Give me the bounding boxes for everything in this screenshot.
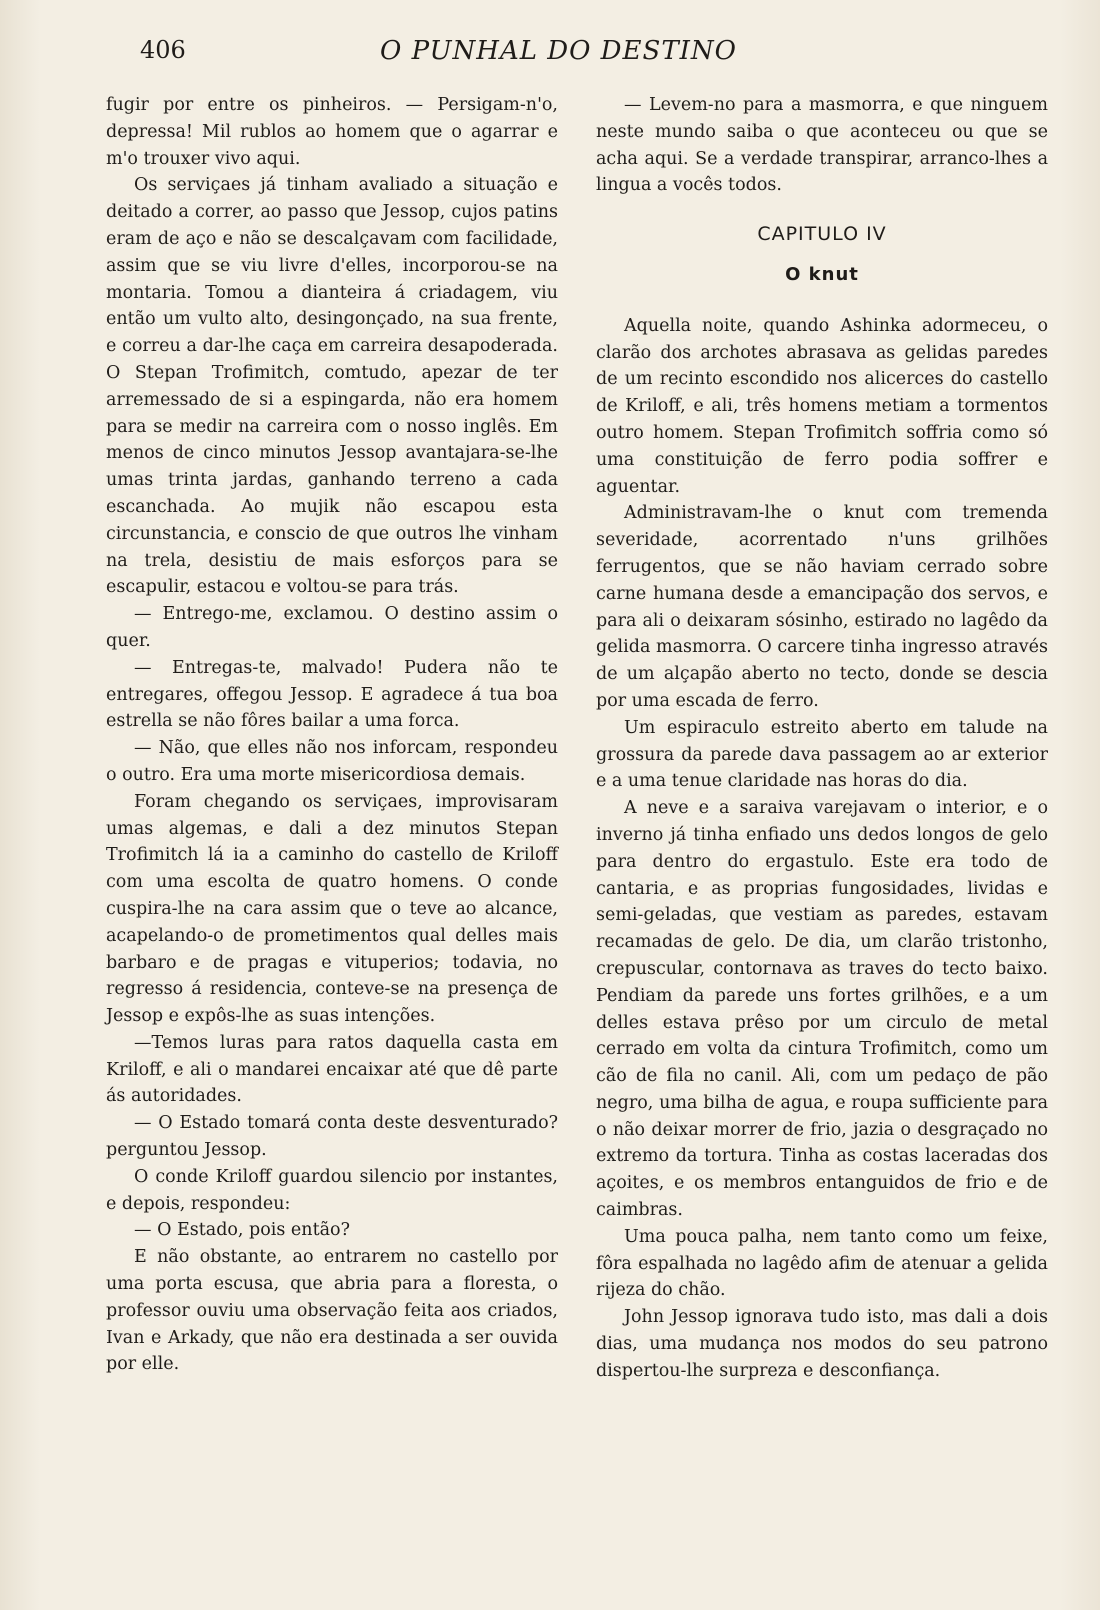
paragraph: Administravam-lhe o knut com tremenda severidade, acorrentado n'uns grilhões ferrugentos, que se não haviam cerrado sobre carne humana desde a emancipação dos servos, e para ali o deixaram sósinho, estirado no lagêdo da gelida masmorra. O carcere tinha ingresso através de um alçapão aberto no tecto, donde se descia por uma escada de ferro. — [596, 503, 1048, 711]
paragraph: fugir por entre os pinheiros. — Persigam-n'o, depressa! Mil rublos ao homem que o agarrar e m'o trouxer vivo aqui. — [106, 95, 558, 169]
paragraph: Foram chegando os serviçaes, improvisaram umas algemas, e dali a dez minutos Stepan Trofimitch lá ia a caminho do castello de Kriloff com uma escolta de quatro homens. O conde cuspira-lhe na cara assim que o teve ao alcance, acapelando-o de prometimentos qual delles mais barbaro e de pragas e vituperios; todavia, no regresso á residencia, conteve-se na presença de Jessop e expôs-lhe as suas intenções. — [106, 791, 558, 1027]
paragraph: — Não, que elles não nos inforcam, respondeu o outro. Era uma morte misericordiosa demais. — [106, 738, 558, 785]
paragraph: — Entregas-te, malvado! Pudera não te entregares, offegou Jessop. E agradece á tua boa estrella se não fôres bailar a uma forca. — [106, 657, 558, 732]
chapter-subtitle: O knut — [785, 263, 859, 285]
paragraph: Um espiraculo estreito aberto em talude na grossura da parede dava passagem ao ar exterior e a uma tenue claridade nas horas do dia. — [596, 717, 1048, 792]
paragraph: Os serviçaes já tinham avaliado a situação e deitado a correr, ao passo que Jessop, cujos patins eram de aço e não se descalçavam com facilidade, assim que se viu livre d'elles, incorporou-se na montaria. Tomou a dianteira á criadagem, viu então um vulto alto, desingonçado, na sua frente, e correu a dar-lhe caça em carreira desapoderada. O Stepan Trofimitch, comtudo, apezar de ter arremessado de si a espingarda, não era homem para se medir na carreira com o nosso inglês. Em menos de cinco minutos Jessop avantajara-se-lhe umas trinta jardas, ganhando terreno a cada escanchada. Ao mujik não escapou esta circunstancia, e conscio de que outros lhe vinham na trela, desistiu de mais esforços para se escapulir, estacou e voltou-se para trás. — [106, 175, 558, 598]
paragraph: Uma pouca palha, nem tanto como um feixe, fôra espalhada no lagêdo afim de atenuar a gelida rijeza do chão. — [596, 1226, 1048, 1301]
paragraph: —Temos luras para ratos daquella casta em Kriloff, e ali o mandarei encaixar até que dê parte ás autoridades. — [106, 1032, 558, 1107]
paragraph: O conde Kriloff guardou silencio por instantes, e depois, respondeu: — [106, 1166, 558, 1214]
right-column — [596, 92, 1048, 1385]
paragraph: Aquella noite, quando Ashinka adormeceu, o clarão dos archotes abrasava as gelidas paredes de um recinto escondido nos alicerces do castello de Kriloff, e ali, três homens metiam a tormentos outro homem. Stepan Trofimitch soffria como só uma constituição de ferro podia soffrer e aguentar. — [596, 315, 1048, 497]
paragraph: E não obstante, ao entrarem no castello por uma porta escusa, que abria para a floresta, o professor ouviu uma observação feita aos criados, Ivan e Arkady, que não era destinada a ser ouvida por elle. — [106, 1247, 558, 1375]
paragraph: — Levem-no para a masmorra, e que ninguem neste mundo saiba o que aconteceu ou que se acha aqui. Se a verdade transpirar, arranco-lhes a lingua a vocês todos. — [596, 95, 1048, 196]
page-number: 406 — [140, 36, 186, 64]
paragraph: A neve e a saraiva varejavam o interior, e o inverno já tinha enfiado uns dedos longos de gelo para dentro do ergastulo. Este era todo de cantaria, e as proprias fungosidades, lividas e semi-geladas, que vestiam as paredes, estavam recamadas de gelo. De dia, um clarão tristonho, crepuscular, contornava as traves do tecto baixo. Pendiam da parede uns fortes grilhões, e a um delles estava prêso por um circulo de metal cerrado em volta da cintura Trofimitch, como um cão de fila no canil. Ali, com um pedaço de pão negro, uma bilha de agua, e roupa sufficiente para o não deixar morrer de frio, jazia o desgraçado no extremo da tortura. Tinha as costas laceradas dos açoites, e os membros entanguidos de frio e de caimbras. — [596, 798, 1048, 1221]
paragraph: — Entrego-me, exclamou. O destino assim o quer. — [106, 604, 558, 651]
paragraph: John Jessop ignorava tudo isto, mas dali a dois dias, uma mudança nos modos do seu patrono dispertou-lhe surpreza e desconfiança. — [596, 1307, 1048, 1381]
paragraph: — O Estado, pois então? — [134, 1220, 350, 1241]
left-column — [106, 92, 558, 1378]
chapter-title: CAPITULO IV — [757, 223, 887, 246]
paragraph: — O Estado tomará conta deste desventurado? perguntou Jessop. — [106, 1113, 558, 1161]
running-title: O PUNHAL DO DESTINO — [380, 36, 737, 66]
